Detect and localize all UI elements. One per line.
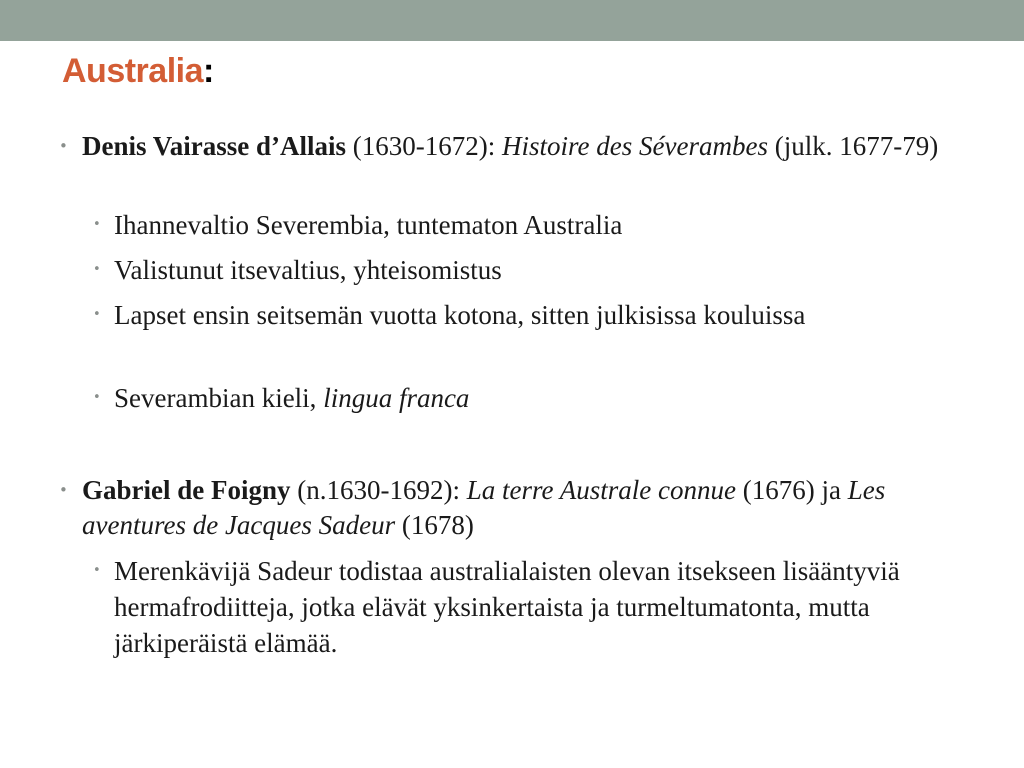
author-name: Denis Vairasse d’Allais bbox=[82, 131, 347, 161]
work-title-2: Les aventures de Jacques Sadeur bbox=[82, 475, 886, 540]
bullet-foigny bbox=[59, 473, 962, 543]
sub-bullet-italic: lingua franca bbox=[323, 383, 470, 413]
author-dates: (1630-1672): bbox=[346, 131, 503, 161]
author-name: Gabriel de Foigny bbox=[82, 475, 291, 505]
bullet-dot: • bbox=[93, 217, 101, 232]
bullet-dot: • bbox=[93, 563, 101, 578]
publication-note: (julk. 1677-79) bbox=[767, 131, 939, 161]
sub-bullet-4 bbox=[93, 380, 964, 416]
sub-bullet-2 bbox=[93, 252, 964, 288]
sub-bullet-text: Valistunut itsevaltius, yhteisomistus bbox=[114, 255, 502, 285]
work-year-connector: (1676) ja bbox=[735, 475, 848, 505]
sub-bullet-1 bbox=[93, 207, 964, 243]
slide-title-colon: : bbox=[203, 52, 214, 90]
bullet-dot: • bbox=[93, 262, 101, 277]
author-dates: (n.1630-1692): bbox=[290, 475, 467, 505]
bullet-dot: • bbox=[59, 137, 68, 155]
sub-bullet-text: Severambian kieli, bbox=[114, 383, 324, 413]
bullet-dot: • bbox=[59, 481, 68, 499]
work-year: (1678) bbox=[395, 510, 474, 540]
sub-bullet-3 bbox=[93, 297, 894, 333]
slide-title-text: Australia bbox=[62, 52, 203, 90]
sub-bullet-5 bbox=[93, 553, 964, 661]
sub-bullet-text: Ihannevaltio Severembia, tuntematon Australia bbox=[114, 210, 623, 240]
bullet-dot: • bbox=[93, 390, 101, 405]
sub-bullet-text: Lapset ensin seitsemän vuotta kotona, sitten julkisissa kouluissa bbox=[114, 300, 806, 330]
work-title-1: La terre Australe connue bbox=[466, 475, 736, 505]
sub-bullet-text: Merenkävijä Sadeur todistaa australialaisten olevan itsekseen lisääntyviä hermafrodiitteja, jotka elävät yksinkertaista ja turmeltumatonta, mutta järkiperäistä elämää. bbox=[114, 556, 900, 658]
bullet-vairasse bbox=[59, 129, 962, 164]
work-title: Histoire des Séverambes bbox=[502, 131, 768, 161]
bullet-dot: • bbox=[93, 307, 101, 322]
